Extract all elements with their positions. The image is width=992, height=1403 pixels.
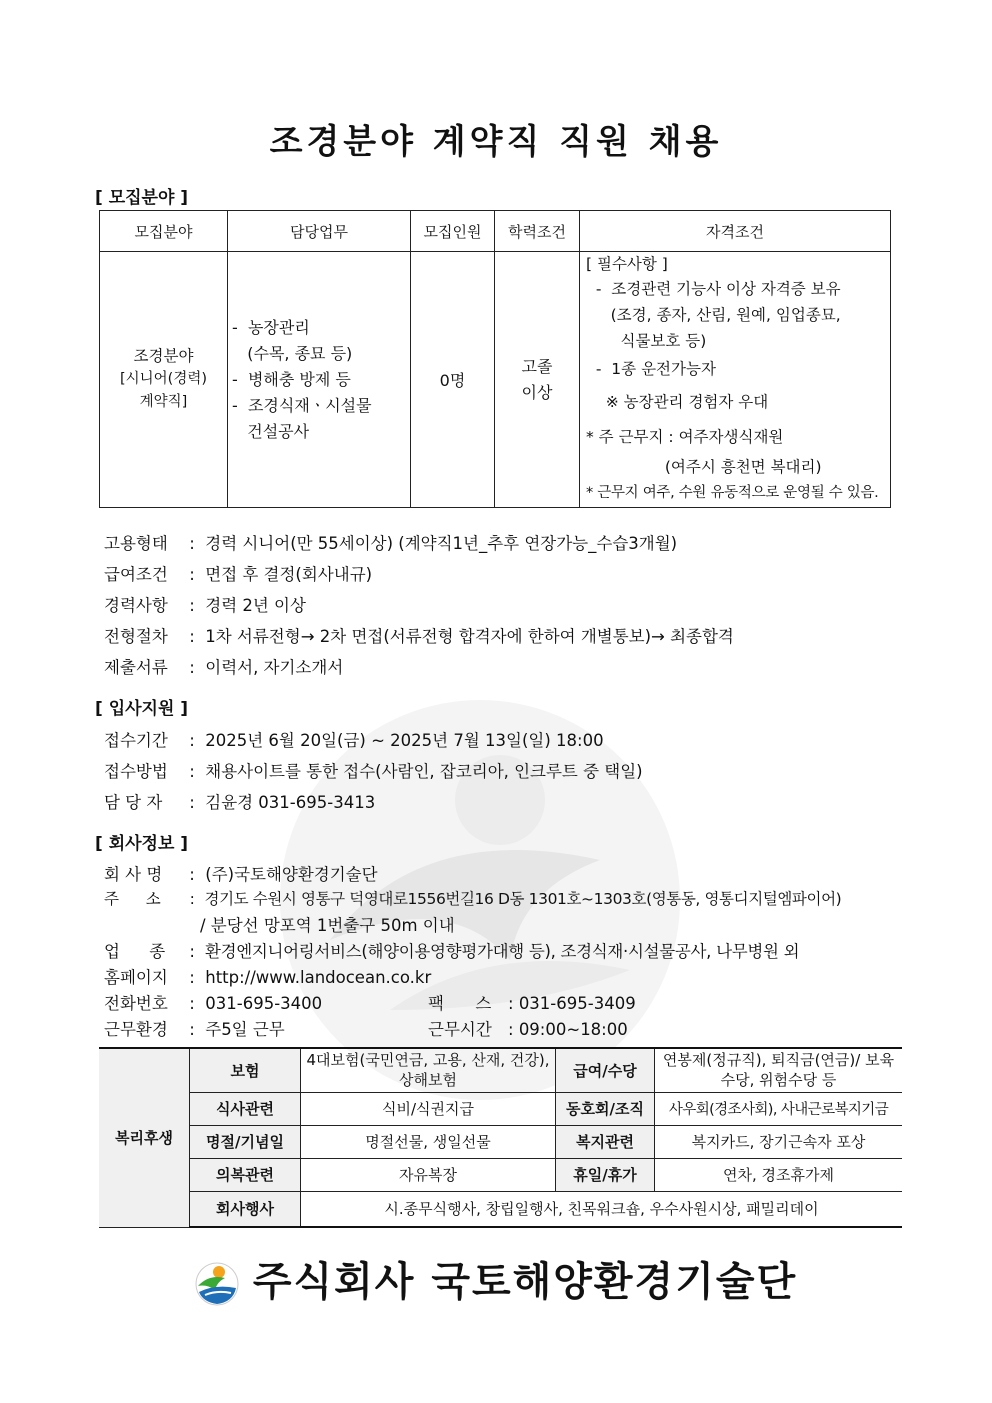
- website-link[interactable]: http://www.landocean.co.kr: [205, 968, 432, 987]
- header-education: 학력조건: [495, 211, 580, 252]
- company-name: 회 사 명 : (주)국토해양환경기술단: [104, 865, 378, 884]
- welfare-value: 연봉제(정규직), 퇴직금(연금)/ 보육수당, 위험수당 등: [655, 1048, 903, 1092]
- term-employment: 고용형태 : 경력 시니어(만 55세이상) (계약직1년_추후 연장가능_수습3개월): [104, 534, 678, 553]
- apply-method: 접수방법 : 채용사이트를 통한 접수(사람인, 잡코리아, 인크루트 중 택일): [104, 762, 643, 781]
- welfare-key: 회사행사: [190, 1191, 301, 1227]
- welfare-key: 동호회/조직: [556, 1092, 655, 1125]
- welfare-value: 4대보험(국민연금, 고용, 산재, 건강), 상해보험: [301, 1048, 556, 1092]
- welfare-key: 식사관련: [190, 1092, 301, 1125]
- welfare-value: 명절선물, 생일선물: [301, 1125, 556, 1158]
- company-address: 주 소 : 경기도 수원시 영통구 덕영대로1556번길16 D동 1301호~1303호(영통동, 영통디지털엠파이어): [104, 890, 842, 908]
- section-apply: [ 입사지원 ]: [95, 699, 189, 719]
- term-career: 경력사항 : 경력 2년 이상: [104, 596, 306, 615]
- page-title: 조경분야 계약직 직원 채용: [269, 122, 723, 162]
- company-address-2: / 분당선 망포역 1번출구 50m 이내: [200, 916, 455, 935]
- welfare-table: [99, 1047, 902, 1228]
- welfare-value: 연차, 경조휴가제: [655, 1158, 903, 1191]
- welfare-title: 복리후생: [99, 1048, 190, 1227]
- cell-duties: - 농장관리 (수목, 종묘 등) - 병해충 방제 등 - 조경식재ㆍ시설물 건설공사: [228, 252, 411, 508]
- company-hours: 근무시간 : 09:00~18:00: [428, 1020, 628, 1039]
- company-logo-icon: [195, 1262, 239, 1306]
- welfare-key: 보험: [190, 1048, 301, 1092]
- company-environment: 근무환경 : 주5일 근무: [104, 1020, 285, 1039]
- welfare-value: 자유복장: [301, 1158, 556, 1191]
- welfare-value: 식비/식권지급: [301, 1092, 556, 1125]
- footer-company-name: 주식회사 국토해양환경기술단: [252, 1259, 798, 1305]
- company-tel: 전화번호 : 031-695-3400: [104, 994, 323, 1013]
- company-fax: 팩 스 : 031-695-3409: [428, 994, 636, 1013]
- footer-company: [0, 1250, 992, 1307]
- welfare-key: 복지관련: [556, 1125, 655, 1158]
- welfare-key: 의복관련: [190, 1158, 301, 1191]
- welfare-value: 사우회(경조사회), 사내근로복지기금: [655, 1092, 903, 1125]
- welfare-key: 명절/기념일: [190, 1125, 301, 1158]
- apply-contact: 담 당 자 : 김윤경 031-695-3413: [104, 793, 376, 812]
- term-documents: 제출서류 : 이력서, 자기소개서: [104, 658, 344, 677]
- header-quals: 자격조건: [580, 211, 891, 252]
- header-duties: 담당업무: [228, 211, 411, 252]
- term-salary: 급여조건 : 면접 후 결정(회사내규): [104, 565, 373, 584]
- cell-education: 고졸 이상: [495, 252, 580, 508]
- recruit-table: [99, 210, 891, 508]
- company-business: 업 종 : 환경엔지니어링서비스(해양이용영향평가대행 등), 조경식재·시설물공사, 나무병원 외: [104, 942, 800, 961]
- cell-headcount: 0명: [411, 252, 495, 508]
- term-process: 전형절차 : 1차 서류전형→ 2차 면접(서류전형 합격자에 한하여 개별통보)→ 최종합격: [104, 627, 734, 646]
- header-field: 모집분야: [100, 211, 228, 252]
- section-company: [ 회사정보 ]: [95, 834, 189, 854]
- welfare-value: 시.종무식행사, 창립일행사, 친목워크숍, 우수사원시상, 패밀리데이: [301, 1191, 903, 1227]
- section-recruit: [ 모집분야 ]: [95, 188, 189, 208]
- cell-field: 조경분야 [시니어(경력) 계약직]: [100, 252, 228, 508]
- header-headcount: 모집인원: [411, 211, 495, 252]
- cell-quals: [ 필수사항 ] - 조경관련 기능사 이상 자격증 보유 (조경, 종자, 산림, 원예, 임업종묘, 식물보호 등) - 1종 운전가능자 ※ 농장관리 경험자 우대 * 주 근무지 : 여주자생식재원 (여주시 흥천면 복대리) * 근무지 여주, 수원 유동적으로 운영될 수 있음.: [580, 252, 891, 508]
- apply-period: 접수기간 : 2025년 6월 20일(금) ~ 2025년 7월 13일(일) 18:00: [104, 731, 604, 750]
- welfare-value: 복지카드, 장기근속자 포상: [655, 1125, 903, 1158]
- welfare-key: 휴일/휴가: [556, 1158, 655, 1191]
- company-website: 홈페이지 : http://www.landocean.co.kr: [104, 968, 432, 987]
- welfare-key: 급여/수당: [556, 1048, 655, 1092]
